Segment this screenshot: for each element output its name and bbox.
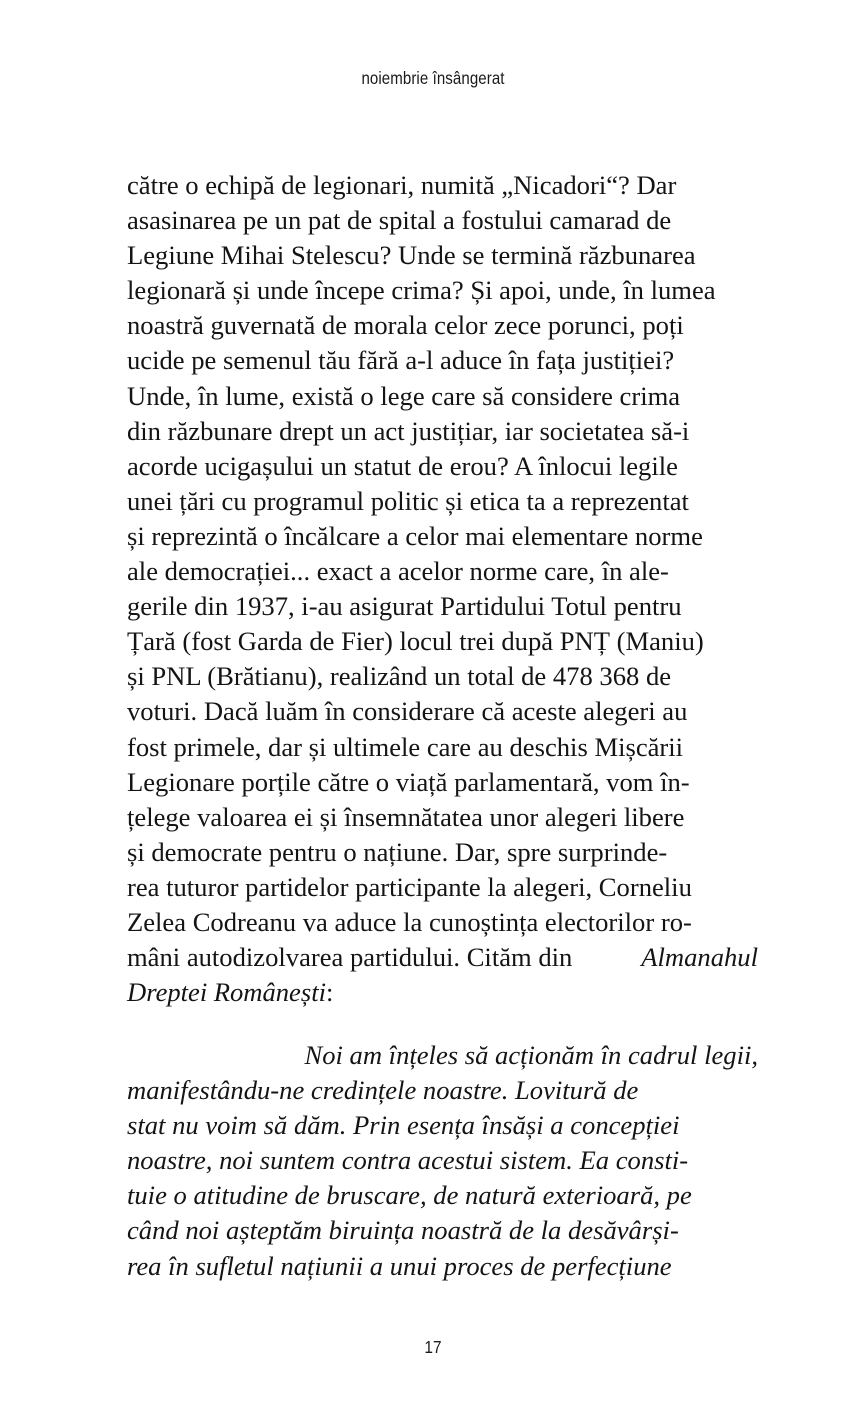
book-title-part-1: Almanahul — [641, 942, 758, 973]
quote-line: manifestându-ne credințele noastre. Lovitură de — [127, 1075, 639, 1106]
text-line: voturi. Dacă luăm în considerare că aceste alegeri au — [127, 696, 688, 727]
text-line: și democrate pentru o națiune. Dar, spre surprinde- — [127, 836, 668, 867]
text-line: către o echipă de legionari, numită „Nicadori“? Dar — [127, 170, 677, 200]
text-line: acorde ucigașului un statut de erou? A înlocui legile — [127, 450, 678, 481]
text-line: Zelea Codreanu va aduce la cunoștința electorilor ro- — [127, 906, 692, 937]
body-text-block — [127, 168, 758, 1010]
text-line-title-end — [127, 975, 758, 1010]
body-paragraph — [127, 168, 758, 1010]
text-line: unei țări cu programul politic și etica ta a reprezentat — [127, 485, 689, 516]
quote-line: Noi am înțeles să acționăm în cadrul legii, — [127, 1038, 758, 1073]
text-line: și PNL (Brătianu), realizând un total de 478 368 de — [127, 661, 672, 692]
text-line: ucide pe semenul tău fără a-l aduce în fața justiției? — [127, 345, 675, 376]
text-line: fost primele, dar și ultimele care au deschis Mișcării — [127, 731, 684, 762]
running-head: noiembrie însângerat — [361, 68, 505, 88]
colon: : — [325, 977, 334, 1008]
text-line: țelege valoarea ei și însemnătatea unor alegeri libere — [127, 801, 685, 832]
text-line: Unde, în lume, există o lege care să considere crima — [127, 380, 681, 411]
page-number: 17 — [424, 1337, 442, 1357]
text-line: rea tuturor partidelor participante la alegeri, Corneliu — [127, 871, 692, 902]
block-quote — [127, 1038, 758, 1284]
quote-line: tuie o atitudine de bruscare, de natură exterioară, pe — [127, 1180, 692, 1211]
text-line: gerile din 1937, i-au asigurat Partidului Totul pentru — [127, 591, 682, 622]
text-line: din răzbunare drept un act justițiar, iar societatea să-i — [127, 415, 690, 446]
quote-line: stat nu voim să dăm. Prin esența însăși a concepției — [127, 1110, 680, 1141]
text-line: asasinarea pe un pat de spital a fostului camarad de — [127, 205, 672, 236]
quote-line: noastre, noi suntem contra acestui sistem. Ea consti- — [127, 1145, 689, 1176]
quote-line: când noi așteptăm biruința noastră de la desăvârși- — [127, 1215, 679, 1246]
text-line-with-title: mâni autodizolvarea partidului. Cităm din Almanahul — [127, 940, 758, 975]
book-title-part-2: Dreptei Românești — [127, 977, 326, 1008]
text-line: Legionare porțile către o viață parlamentară, vom în- — [127, 766, 690, 797]
text-line: noastră guvernată de morala celor zece porunci, poți — [127, 310, 684, 341]
text-line: ale democrației... exact a acelor norme care, în ale- — [127, 556, 669, 587]
text-line: Țară (fost Garda de Fier) locul trei după PNȚ (Maniu) — [127, 626, 704, 657]
quote-first-line-indent — [127, 1038, 158, 1073]
text-line: și reprezintă o încălcare a celor mai elementare norme — [127, 520, 703, 551]
text-line: legionară și unde începe crima? Și apoi, unde, în lumea — [127, 275, 716, 306]
quote-line: rea în sufletul națiunii a unui proces de perfecțiune — [127, 1250, 672, 1281]
text-line: Legiune Mihai Stelescu? Unde se termină răzbunarea — [127, 240, 696, 271]
